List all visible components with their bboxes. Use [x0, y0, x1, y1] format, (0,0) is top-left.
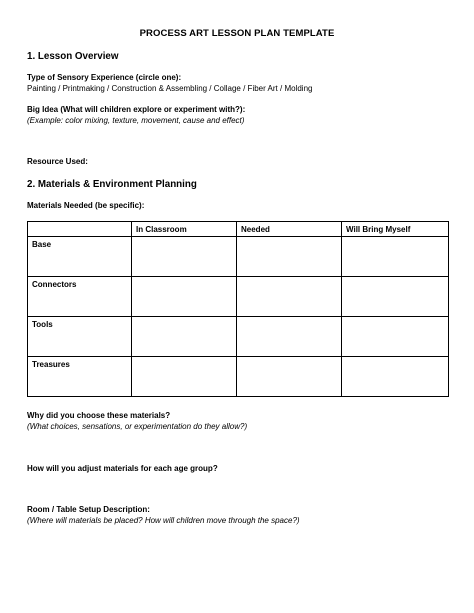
document-title: PROCESS ART LESSON PLAN TEMPLATE	[139, 28, 335, 39]
table-cell[interactable]	[132, 277, 237, 317]
adjust-materials-label: How will you adjust materials for each age group?	[27, 464, 218, 473]
table-cell[interactable]	[342, 277, 449, 317]
table-header-will-bring-myself: Will Bring Myself	[342, 222, 449, 237]
big-idea-example: (Example: color mixing, texture, movement, cause and effect)	[27, 116, 245, 125]
table-cell[interactable]	[342, 317, 449, 357]
table-row	[28, 237, 449, 277]
materials-needed-label: Materials Needed (be specific):	[27, 201, 145, 210]
table-header-needed: Needed	[237, 222, 342, 237]
table-header-in-classroom: In Classroom	[132, 222, 237, 237]
room-setup-hint: (Where will materials be placed? How will children move through the space?)	[27, 516, 300, 525]
why-materials-label: Why did you choose these materials?	[27, 411, 171, 420]
table-cell[interactable]	[132, 357, 237, 397]
big-idea-label: Big Idea (What will children explore or experiment with?):	[27, 105, 246, 114]
table-row	[28, 317, 449, 357]
table-cell[interactable]	[237, 357, 342, 397]
table-cell[interactable]	[237, 277, 342, 317]
table-row	[28, 277, 449, 317]
table-cell[interactable]	[237, 237, 342, 277]
table-header-corner	[28, 222, 132, 237]
why-materials-hint: (What choices, sensations, or experimentation do they allow?)	[27, 422, 248, 431]
section-heading-materials-environment: 2. Materials & Environment Planning	[27, 179, 197, 190]
row-label-base: Base	[28, 237, 132, 277]
materials-table	[27, 221, 449, 397]
row-label-connectors: Connectors	[28, 277, 132, 317]
table-cell[interactable]	[237, 317, 342, 357]
table-cell[interactable]	[342, 237, 449, 277]
room-setup-label: Room / Table Setup Description:	[27, 505, 150, 514]
section-heading-lesson-overview: 1. Lesson Overview	[27, 51, 119, 62]
table-cell[interactable]	[342, 357, 449, 397]
sensory-experience-options: Painting / Printmaking / Construction & Assembling / Collage / Fiber Art / Molding	[27, 84, 313, 93]
row-label-tools: Tools	[28, 317, 132, 357]
resource-used-label: Resource Used:	[27, 157, 88, 166]
table-header-row	[28, 222, 449, 237]
sensory-experience-label: Type of Sensory Experience (circle one):	[27, 73, 182, 82]
table-cell[interactable]	[132, 317, 237, 357]
row-label-treasures: Treasures	[28, 357, 132, 397]
table-row	[28, 357, 449, 397]
table-cell[interactable]	[132, 237, 237, 277]
